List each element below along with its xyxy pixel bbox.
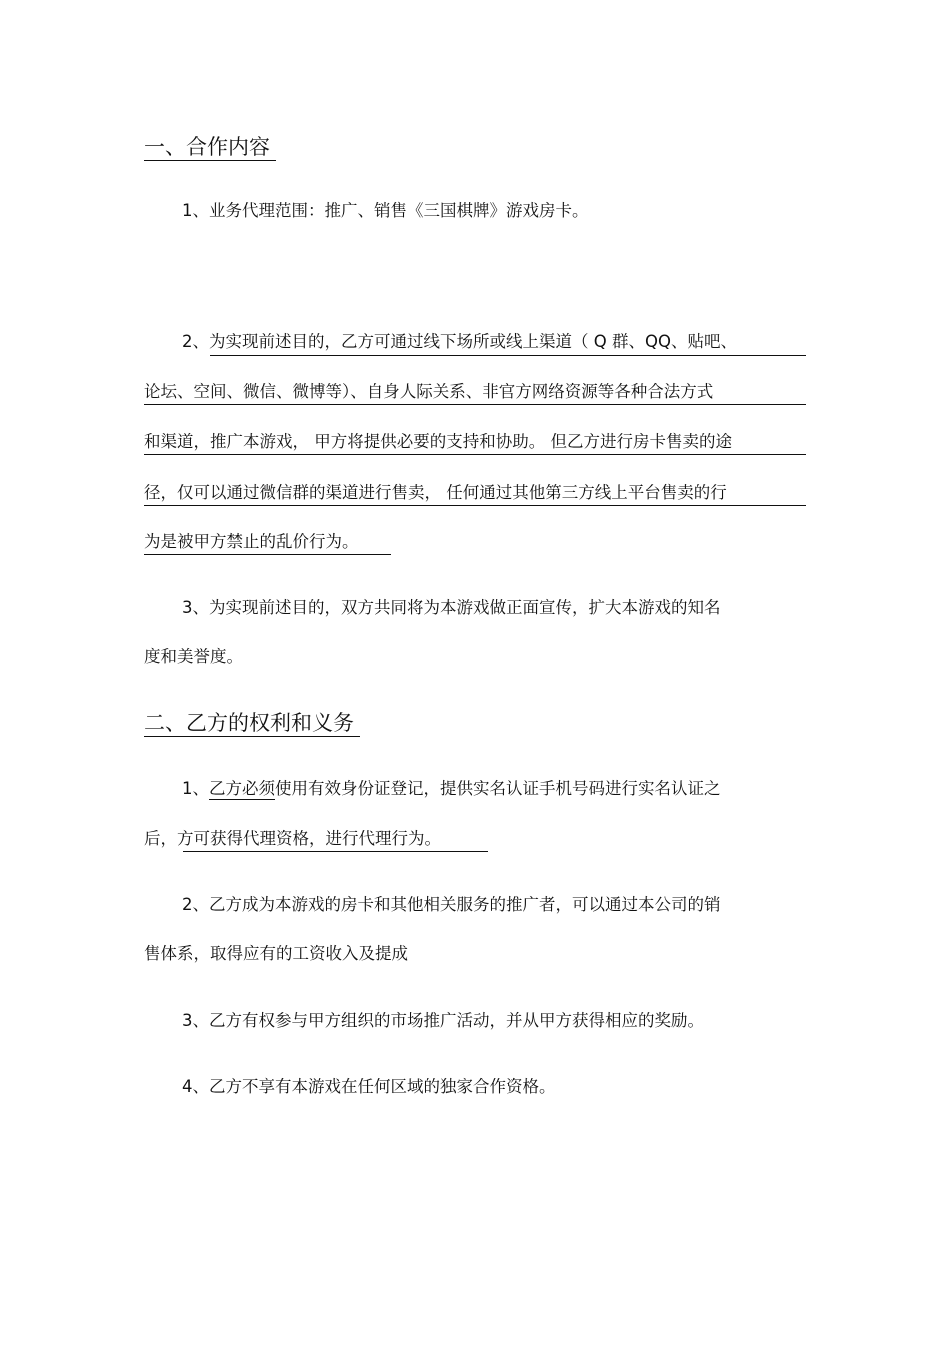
section-heading-text: 一、合作内容 [144, 135, 276, 161]
underline-rule [144, 454, 806, 455]
paragraph-promotion-line-2: 度和美誉度。 [144, 647, 243, 666]
paragraph-text: 后， [144, 829, 177, 848]
underline-rule [210, 355, 806, 356]
item-number: 1、 [182, 779, 209, 798]
paragraph-marketing: 3、乙方有权参与甲方组织的市场推广活动，并从甲方获得相应的奖励。 [182, 1011, 704, 1030]
paragraph-exclusivity: 4、乙方不享有本游戏在任何区域的独家合作资格。 [182, 1077, 556, 1096]
underlined-text: 乙方必须 [209, 779, 275, 798]
section-heading-rights [144, 708, 360, 738]
paragraph-registration-line-1 [182, 777, 721, 801]
item-number: 2、 [182, 332, 209, 351]
paragraph-channels-line-3: 和渠道，推广本游戏， 甲方将提供必要的支持和协助。 但乙方进行房卡售卖的途 [144, 432, 732, 451]
underlined-text: 为实现前述目的，乙方可通过线下场所或线上渠道（ Q 群、QQ、贴吧、 [209, 332, 737, 351]
underline-rule [144, 404, 806, 405]
paragraph-registration-line-2 [144, 827, 441, 851]
paragraph-channels-line-4: 径，仅可以通过微信群的渠道进行售卖， 任何通过其他第三方线上平台售卖的行 [144, 483, 727, 502]
section-heading-text: 二、乙方的权利和义务 [144, 711, 360, 737]
paragraph-promotion-line-1: 3、为实现前述目的，双方共同将为本游戏做正面宣传，扩大本游戏的知名 [182, 598, 721, 617]
section-heading-cooperation [144, 132, 276, 162]
paragraph-text: 使用有效身份证登记，提供实名认证手机号码进行实名认证之 [275, 779, 721, 798]
paragraph-business-scope: 1、业务代理范围：推广、销售《三国棋牌》游戏房卡。 [182, 201, 589, 220]
paragraph-promoter-line-1: 2、乙方成为本游戏的房卡和其他相关服务的推广者，可以通过本公司的销 [182, 895, 721, 914]
paragraph-promoter-line-2: 售体系，取得应有的工资收入及提成 [144, 944, 408, 963]
paragraph-channels-line-2: 论坛、空间、微信、微博等）、自身人际关系、非官方网络资源等各种合法方式 [144, 382, 714, 401]
paragraph-channels-line-1 [182, 330, 737, 354]
underlined-text: 方可获得代理资格，进行代理行为。 [177, 829, 441, 848]
underline-rule [183, 851, 488, 852]
underline-rule [144, 554, 391, 555]
paragraph-channels-line-5: 为是被甲方禁止的乱价行为。 [144, 532, 359, 551]
underline-rule [144, 505, 806, 506]
